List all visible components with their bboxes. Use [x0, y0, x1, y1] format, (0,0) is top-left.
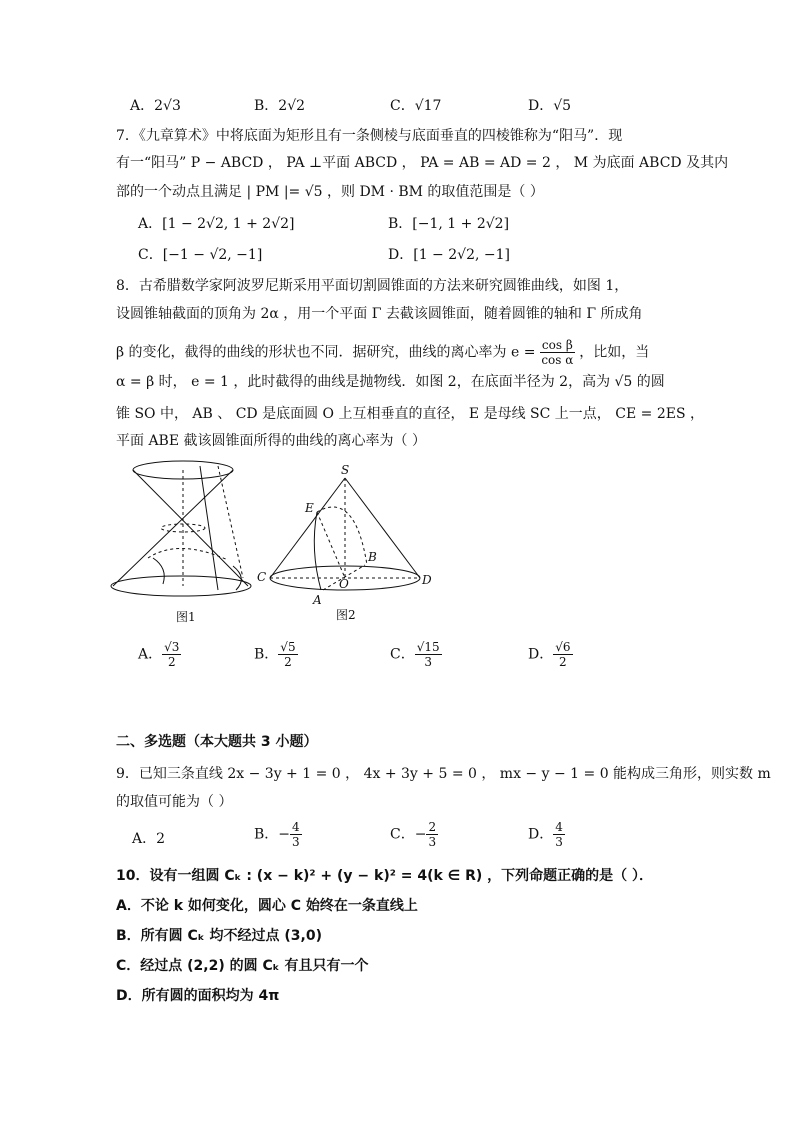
- q7-option-a: A．[1 − 2√2, 1 + 2√2]: [138, 216, 295, 232]
- q8-line-5: 锥 SO 中， AB 、 CD 是底面圆 O 上互相垂直的直径， E 是母线 SC 上一点， CE = 2ES ，: [116, 406, 704, 422]
- q7-option-d: D．[1 − 2√2, −1]: [388, 247, 510, 263]
- q7-line-3: 部的一个动点且满足 | PM |= √5 ，则 DM · BM 的取值范围是（ ）: [116, 184, 544, 200]
- q8-line-1: 8．古希腊数学家阿波罗尼斯采用平面切割圆锥面的方法来研究圆锥曲线，如图 1，: [116, 278, 629, 294]
- q10-option-b: B．所有圆 Cₖ 均不经过点 (3,0): [116, 928, 322, 944]
- point-c-label: C: [257, 570, 267, 584]
- q10-option-c: C．经过点 (2,2) 的圆 Cₖ 有且只有一个: [116, 958, 369, 974]
- q8-line-2: 设圆锥轴截面的顶角为 2α ，用一个平面 Γ 去截该圆锥面，随着圆锥的轴和 Γ 所成角: [116, 306, 643, 322]
- point-e-label: E: [305, 501, 314, 515]
- q7-line-1: 7．《九章算术》中将底面为矩形且有一条侧棱与底面垂直的四棱锥称为“阳马”．现: [116, 128, 623, 144]
- point-o-label: O: [339, 577, 349, 591]
- point-b-label: B: [368, 550, 377, 564]
- section-2-title: 二、多选题（本大题共 3 小题）: [116, 734, 318, 750]
- q8-line-3: β 的变化，截得的曲线的形状也不同．据研究，曲线的离心率为 e = $\frac{\text{cos β}}{\text{cos α}}$ ，比如，当: [116, 338, 650, 367]
- q8-option-c: C． $\frac{√15}{3}$: [390, 640, 440, 669]
- q9-line-1: 9．已知三条直线 2x − 3y + 1 = 0 ， 4x + 3y + 5 = 0 ， mx − y − 1 = 0 能构成三角形，则实数 m: [116, 766, 771, 782]
- figure-1-label: 图1: [176, 610, 196, 624]
- q6-option-c: C．√17: [390, 98, 442, 114]
- q9-option-a: A．2: [132, 831, 166, 847]
- figure-2-cone: [255, 460, 435, 610]
- q9-option-c: C．− $\frac{2}{3}$: [390, 820, 437, 849]
- q9-option-b: B．− $\frac{4}{3}$: [254, 820, 300, 849]
- point-s-label: S: [341, 463, 350, 477]
- q9-line-2: 的取值可能为（ ）: [116, 794, 233, 810]
- q7-line-2: 有一“阳马” P − ABCD ， PA ⊥平面 ABCD ， PA = AB = AD = 2 ， M 为底面 ABCD 及其内: [116, 155, 729, 171]
- q9-option-d: D． $\frac{4}{3}$: [528, 820, 563, 849]
- q8-option-d: D． $\frac{√6}{2}$: [528, 640, 571, 669]
- q10-stem: 10．设有一组圆 Cₖ : (x − k)² + (y − k)² = 4(k ∈ R) ，下列命题正确的是（ ）．: [116, 868, 654, 884]
- q10-option-d: D．所有圆的面积均为 4π: [116, 988, 280, 1004]
- q8-line-4: α = β 时， e = 1 ，此时截得的曲线是抛物线．如图 2，在底面半径为 2，高为 √5 的圆: [116, 374, 665, 390]
- q6-option-b: B．2√2: [254, 98, 306, 114]
- q7-option-c: C．[−1 − √2, −1]: [138, 247, 263, 263]
- q8-option-a: A． $\frac{√3}{2}$: [138, 640, 180, 669]
- point-a-label: A: [313, 593, 322, 607]
- eccentricity-fraction: $\frac{\text{cos β}}{\text{cos α}}$: [541, 338, 574, 367]
- q8-line-6: 平面 ABE 截该圆锥面所得的曲线的离心率为（ ）: [116, 433, 426, 449]
- figure-1-cone-section: [108, 458, 268, 608]
- q7-option-b: B．[−1, 1 + 2√2]: [388, 216, 510, 232]
- q8-option-b: B． $\frac{√5}{2}$: [254, 640, 296, 669]
- q10-option-a: A．不论 k 如何变化，圆心 C 始终在一条直线上: [116, 898, 418, 914]
- q6-option-d: D．√5: [528, 98, 572, 114]
- q6-option-a: A．2√3: [130, 98, 181, 114]
- figure-2-label: 图2: [336, 608, 356, 622]
- point-d-label: D: [422, 573, 432, 587]
